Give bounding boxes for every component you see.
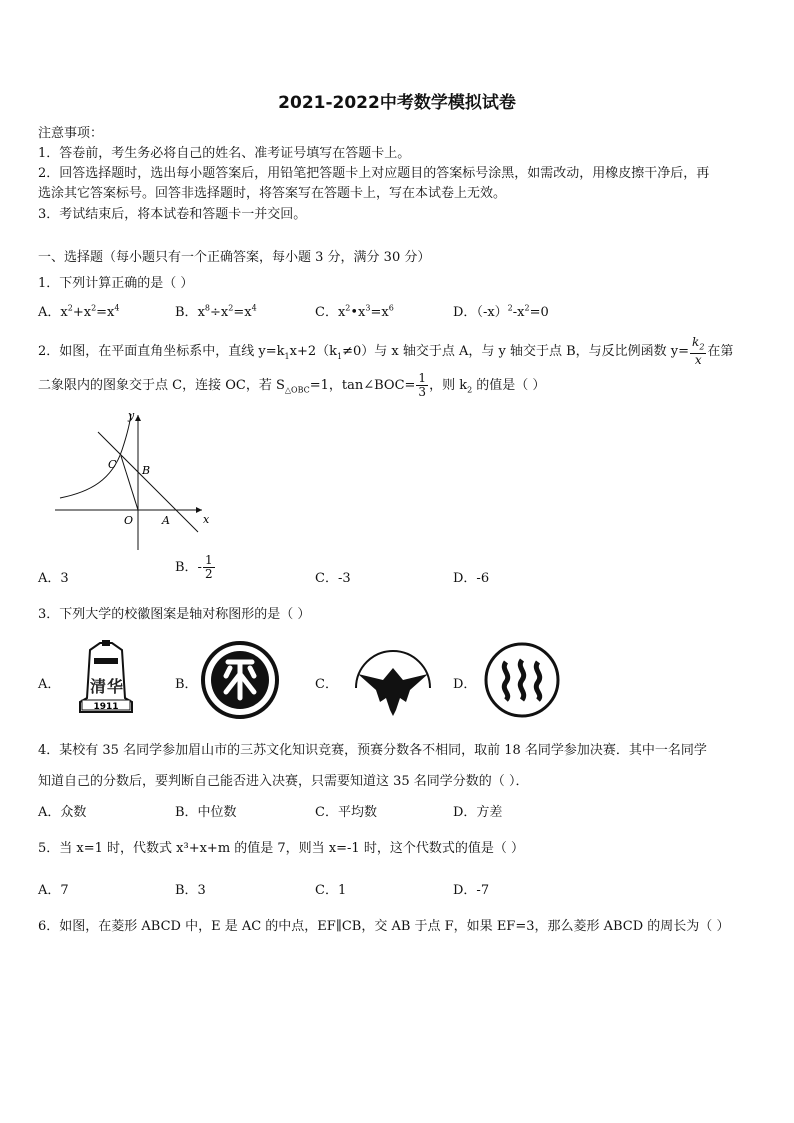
svg-text:清: 清	[90, 677, 107, 696]
q2-option-c: C．-3	[315, 571, 351, 586]
notice-heading: 注意事项：	[38, 126, 104, 141]
label-c: C	[108, 458, 117, 471]
q3-option-b-label: B．	[175, 677, 198, 692]
notice-item-2: 2．回答选择题时，选出每小题答案后，用铅笔把答题卡上对应题目的答案标号涂黑，如需改动，用橡皮擦干净后，再	[38, 166, 710, 181]
q5-option-a: A．7	[38, 883, 69, 898]
q3-option-c-label: C．	[315, 677, 338, 692]
question-1-stem: 1．下列计算正确的是（ ）	[38, 276, 194, 291]
label-o: O	[124, 514, 134, 527]
q1-option-c: C．$x^2•x^3=x^6$	[315, 303, 394, 320]
notice-item-1: 1．答卷前，考生务必将自己的姓名、准考证号填写在答题卡上。	[38, 146, 411, 161]
label-b: B	[142, 464, 151, 477]
question-2-stem-line1: 2．如图，在平面直角坐标系中，直线 $y=k_1x+2(k_1\ne 0)$与 x 轴交于点 A，与 y 轴交于点 B，与反比例函数 y= $\frac{k_2}{x}$ 在第	[38, 335, 734, 368]
label-a: A	[162, 514, 170, 527]
tsinghua-emblem	[60, 640, 152, 720]
question-2-stem-line2: 二象限内的图象交于点 C，连接 OC，若 $S_{\triangle OBC}=1$，tan∠BOC= $\frac{1}{3}$ ，则 $k_2$ 的值是（ ）	[38, 371, 546, 399]
fraction-k2-over-x: $\frac{k_2}{x}$	[692, 335, 705, 368]
question-3-stem: 3．下列大学的校徽图案是轴对称图形的是（ ）	[38, 607, 311, 622]
question-4-stem-line2: 知道自己的分数后，要判断自己能否进入决赛，只需要知道这 35 名同学分数的（ ）．	[38, 774, 529, 789]
q4-option-d: D．方差	[453, 805, 503, 820]
fraction-one-third: $\frac{1}{3}$	[418, 371, 427, 399]
q1-option-d: D．$(-x)^2-x^2=0$	[453, 303, 549, 320]
q1-option-a: A．$x^2+x^2=x^4$	[38, 303, 120, 320]
svg-text:1911: 1911	[93, 702, 119, 712]
q3-option-a-label: A．	[38, 677, 61, 692]
q5-option-b: B．3	[175, 883, 206, 898]
svg-text:华: 华	[107, 677, 124, 696]
question-5-stem: 5．当 x=1 时，代数式 x³+x+m 的值是 7，则当 x=-1 时，这个代数式的值是（ ）	[38, 841, 524, 856]
waves-emblem	[482, 640, 562, 720]
coordinate-figure	[50, 410, 215, 552]
q1-option-b: B．$x^8\div x^2=x^4$	[175, 303, 257, 320]
notice-item-2-cont: 选涂其它答案标号。回答非选择题时，将答案写在答题卡上，写在本试卷上无效。	[38, 186, 507, 201]
q2-option-b: B．- $\frac{1}{2}$	[175, 553, 213, 581]
notice-item-3: 3．考试结束后，将本试卷和答题卡一并交回。	[38, 207, 307, 222]
section-heading: 一、选择题（每小题只有一个正确答案，每小题 3 分，满分 30 分）	[38, 250, 431, 265]
eagle-emblem	[348, 640, 438, 720]
label-x: x	[203, 513, 210, 526]
page-title: 2021-2022中考数学模拟试卷	[278, 93, 516, 113]
question-4-stem-line1: 4．某校有 35 名同学参加眉山市的三苏文化知识竞赛，预赛分数各不相同，取前 18 名同学参加决赛．其中一名同学	[38, 743, 707, 758]
q4-option-a: A．众数	[38, 805, 87, 820]
question-6-stem: 6．如图，在菱形 ABCD 中，E 是 AC 的中点，EF∥CB，交 AB 于点 F，如果 EF=3，那么菱形 ABCD 的周长为（ ）	[38, 919, 730, 934]
q2-option-d: D．-6	[453, 571, 490, 586]
q5-option-d: D．-7	[453, 883, 490, 898]
q3-option-d-label: D．	[453, 677, 477, 692]
q5-option-c: C．1	[315, 883, 347, 898]
q2-option-a: A．3	[38, 571, 69, 586]
label-y: y	[128, 410, 135, 422]
q4-option-c: C．平均数	[315, 805, 377, 820]
peking-emblem	[200, 640, 280, 720]
q4-option-b: B．中位数	[175, 805, 237, 820]
